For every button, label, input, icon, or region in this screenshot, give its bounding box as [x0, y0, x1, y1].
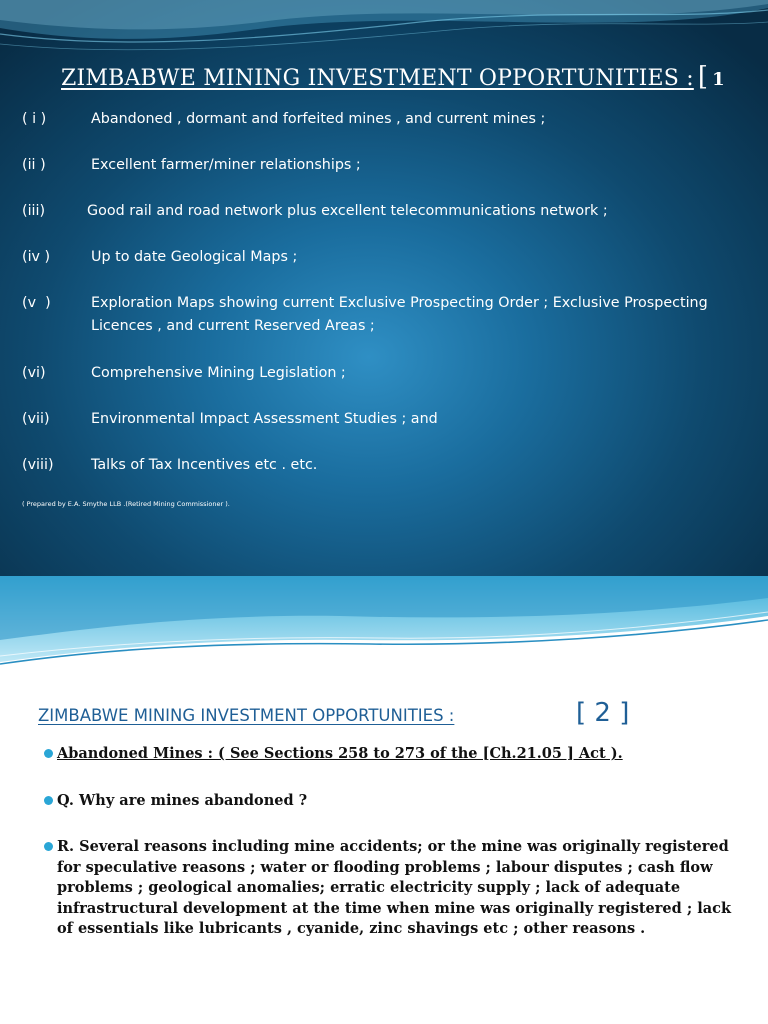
list-item-text: Good rail and road network plus excellent telecommunications network ;: [87, 203, 608, 219]
slide-1-title-text: ZIMBABWE MINING INVESTMENT OPPORTUNITIES :: [61, 66, 694, 91]
list-item-number: (iv ): [22, 249, 51, 265]
list-item-text: Comprehensive Mining Legislation ;: [91, 365, 346, 381]
author-credit: ( Prepared by E.A. Smythe LLB .(Retired Mining Commissioner ).: [22, 500, 230, 508]
slide-2-page-number: [ 2 ]: [576, 698, 630, 728]
list-item-number: ( i ): [22, 111, 47, 127]
list-item-text: Environmental Impact Assessment Studies ; and: [91, 411, 438, 427]
list-item-number: (ii ): [22, 157, 46, 173]
list-item-number: (v ): [22, 295, 51, 311]
list-item-text: Abandoned , dormant and forfeited mines , and current mines ;: [91, 111, 546, 127]
list-item-text: Up to date Geological Maps ;: [91, 249, 298, 265]
bullet-text: Abandoned Mines : ( See Sections 258 to 273 of the [Ch.21.05 ] Act ).: [57, 745, 623, 762]
bullet-text: Q. Why are mines abandoned ?: [57, 792, 308, 809]
list-item-number: (viii): [22, 457, 54, 473]
bullet-icon: [44, 796, 53, 805]
list-item-text: Excellent farmer/miner relationships ;: [91, 157, 361, 173]
slide-1-title: [61, 62, 725, 92]
list-item-number: (iii): [22, 203, 46, 219]
bullet-text: R. Several reasons including mine accidents; or the mine was originally registered for speculative reasons ; water or flooding problems ; labour disputes ; cash flow problems ; geological anomalies; erratic electricity supply ; lack of adequate infrastructural development at the time when mine was originally registered ; lack of essentials like lubricants , cyanide, zinc shavings etc ; other reasons .: [57, 838, 732, 937]
list-item-number: (vii): [22, 411, 50, 427]
list-item-text: Talks of Tax Incentives etc . etc.: [91, 457, 318, 473]
slide-2: [0, 576, 768, 1024]
decorative-waves-top: [0, 576, 768, 676]
bullet-icon: [44, 842, 53, 851]
slide-2-title: ZIMBABWE MINING INVESTMENT OPPORTUNITIES :: [38, 706, 455, 725]
bullet-icon: [44, 749, 53, 758]
list-item-text: Exploration Maps showing current Exclusive Prospecting Order ; Exclusive Prospecting Licences , and current Reserved Areas ;: [91, 295, 708, 334]
list-item-number: (vi): [22, 365, 46, 381]
slide-1-page-number: 1: [712, 69, 725, 90]
slide-1-title-bracket: [: [697, 62, 709, 92]
